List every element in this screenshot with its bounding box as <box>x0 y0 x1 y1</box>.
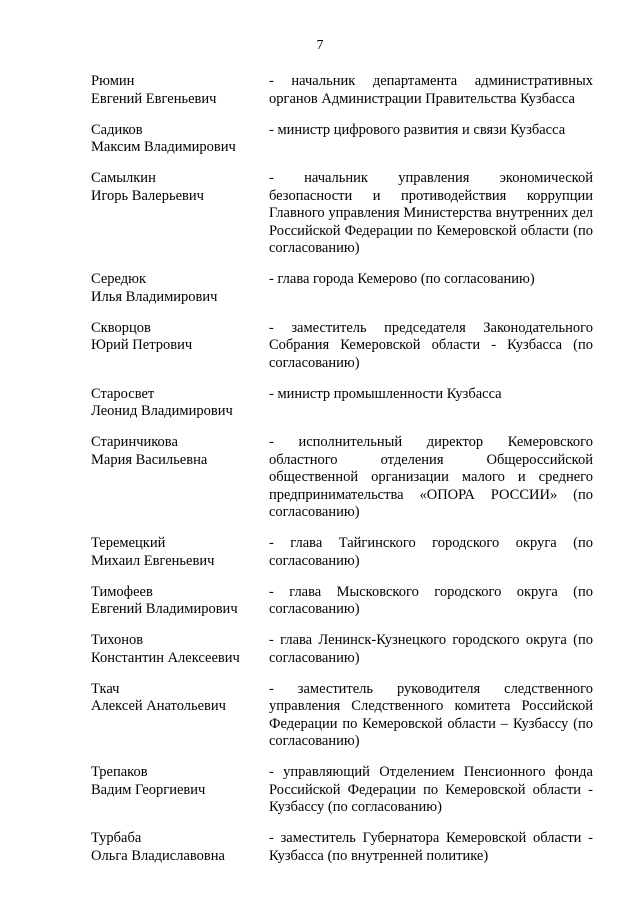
member-role: - управляющий Отделением Пенсионного фонда Российской Федерации по Кемеровской области - Кузбассу (по согласованию) <box>269 764 593 815</box>
member-given-name: Илья Владимирович <box>91 288 218 305</box>
member-name <box>91 73 269 108</box>
member-name <box>91 434 269 522</box>
member-entry <box>91 122 593 157</box>
member-given-name: Евгений Владимирович <box>91 601 238 617</box>
member-given-name: Юрий Петрович <box>91 337 193 353</box>
member-given-name: Максим Владимирович <box>91 139 236 155</box>
member-role: - министр промышленности Кузбасса <box>269 385 502 402</box>
member-surname: Турбаба <box>91 830 142 846</box>
member-given-name: Алексей Анатольевич <box>91 698 226 714</box>
member-name <box>91 320 269 373</box>
member-role: - заместитель Губернатора Кемеровской области - Кузбасса (по внутренней политике) <box>269 830 593 864</box>
member-name <box>91 170 269 258</box>
member-role: - глава города Кемерово (по согласованию) <box>269 271 535 287</box>
member-entry <box>91 632 593 667</box>
member-surname: Середюк <box>91 271 147 287</box>
member-role: - начальник департамента административных органов Администрации Правительства Кузбасса <box>269 73 593 107</box>
member-surname: Ткач <box>91 680 120 697</box>
member-name <box>91 830 269 865</box>
member-surname: Садиков <box>91 121 143 138</box>
member-surname: Тихонов <box>91 632 144 648</box>
member-role: - глава Ленинск-Кузнецкого городского округа (по согласованию) <box>269 632 593 666</box>
member-entry <box>91 830 593 865</box>
member-role: - глава Тайгинского городского округа (по согласованию) <box>269 535 593 569</box>
member-entry <box>91 434 593 522</box>
member-role: - министр цифрового развития и связи Кузбасса <box>269 121 566 138</box>
member-name <box>91 122 269 157</box>
member-surname: Рюмин <box>91 73 135 89</box>
member-name <box>91 681 269 751</box>
member-name <box>91 632 269 667</box>
member-given-name: Игорь Валерьевич <box>91 187 204 204</box>
member-entry <box>91 386 593 421</box>
members-list <box>91 73 593 879</box>
member-given-name: Евгений Евгеньевич <box>91 90 217 107</box>
member-given-name: Вадим Георгиевич <box>91 781 206 798</box>
member-entry <box>91 73 593 108</box>
member-name <box>91 386 269 421</box>
member-surname: Старинчикова <box>91 434 178 450</box>
member-role: - заместитель руководителя следственного управления Следственного комитета Российской Федерации по Кемеровской области – Кузбассу (по согласованию) <box>269 680 593 749</box>
member-entry <box>91 320 593 373</box>
member-entry <box>91 681 593 751</box>
member-role: - начальник управления экономической безопасности и противодействия коррупции Главного управления Министерства внутренних дел Российской Федерации по Кемеровской области (по согласованию) <box>269 170 593 256</box>
member-role: - глава Мысковского городского округа (по согласованию) <box>269 583 593 617</box>
member-name <box>91 535 269 570</box>
member-surname: Самылкин <box>91 170 156 186</box>
member-entry <box>91 764 593 817</box>
member-surname: Тимофеев <box>91 583 153 600</box>
member-given-name: Ольга Владиславовна <box>91 847 225 864</box>
member-name <box>91 764 269 817</box>
member-name <box>91 584 269 619</box>
member-entry <box>91 170 593 258</box>
member-role: - заместитель председателя Законодательного Собрания Кемеровской области - Кузбасса (по согласованию) <box>269 319 593 371</box>
member-surname: Теремецкий <box>91 535 166 551</box>
member-given-name: Мария Васильевна <box>91 451 208 468</box>
member-entry <box>91 535 593 570</box>
member-name <box>91 271 269 306</box>
member-surname: Старосвет <box>91 385 155 402</box>
member-role: - исполнительный директор Кемеровского областного отделения Общероссийской общественной организации малого и среднего предпринимательства «ОПОРА РОССИИ» (по согласованию) <box>269 434 593 520</box>
member-entry <box>91 271 593 306</box>
member-given-name: Михаил Евгеньевич <box>91 552 215 569</box>
member-given-name: Константин Алексеевич <box>91 649 240 666</box>
page-number: 7 <box>316 38 324 53</box>
member-surname: Трепаков <box>91 764 148 780</box>
member-surname: Скворцов <box>91 319 151 336</box>
member-entry <box>91 584 593 619</box>
member-given-name: Леонид Владимирович <box>91 403 233 419</box>
